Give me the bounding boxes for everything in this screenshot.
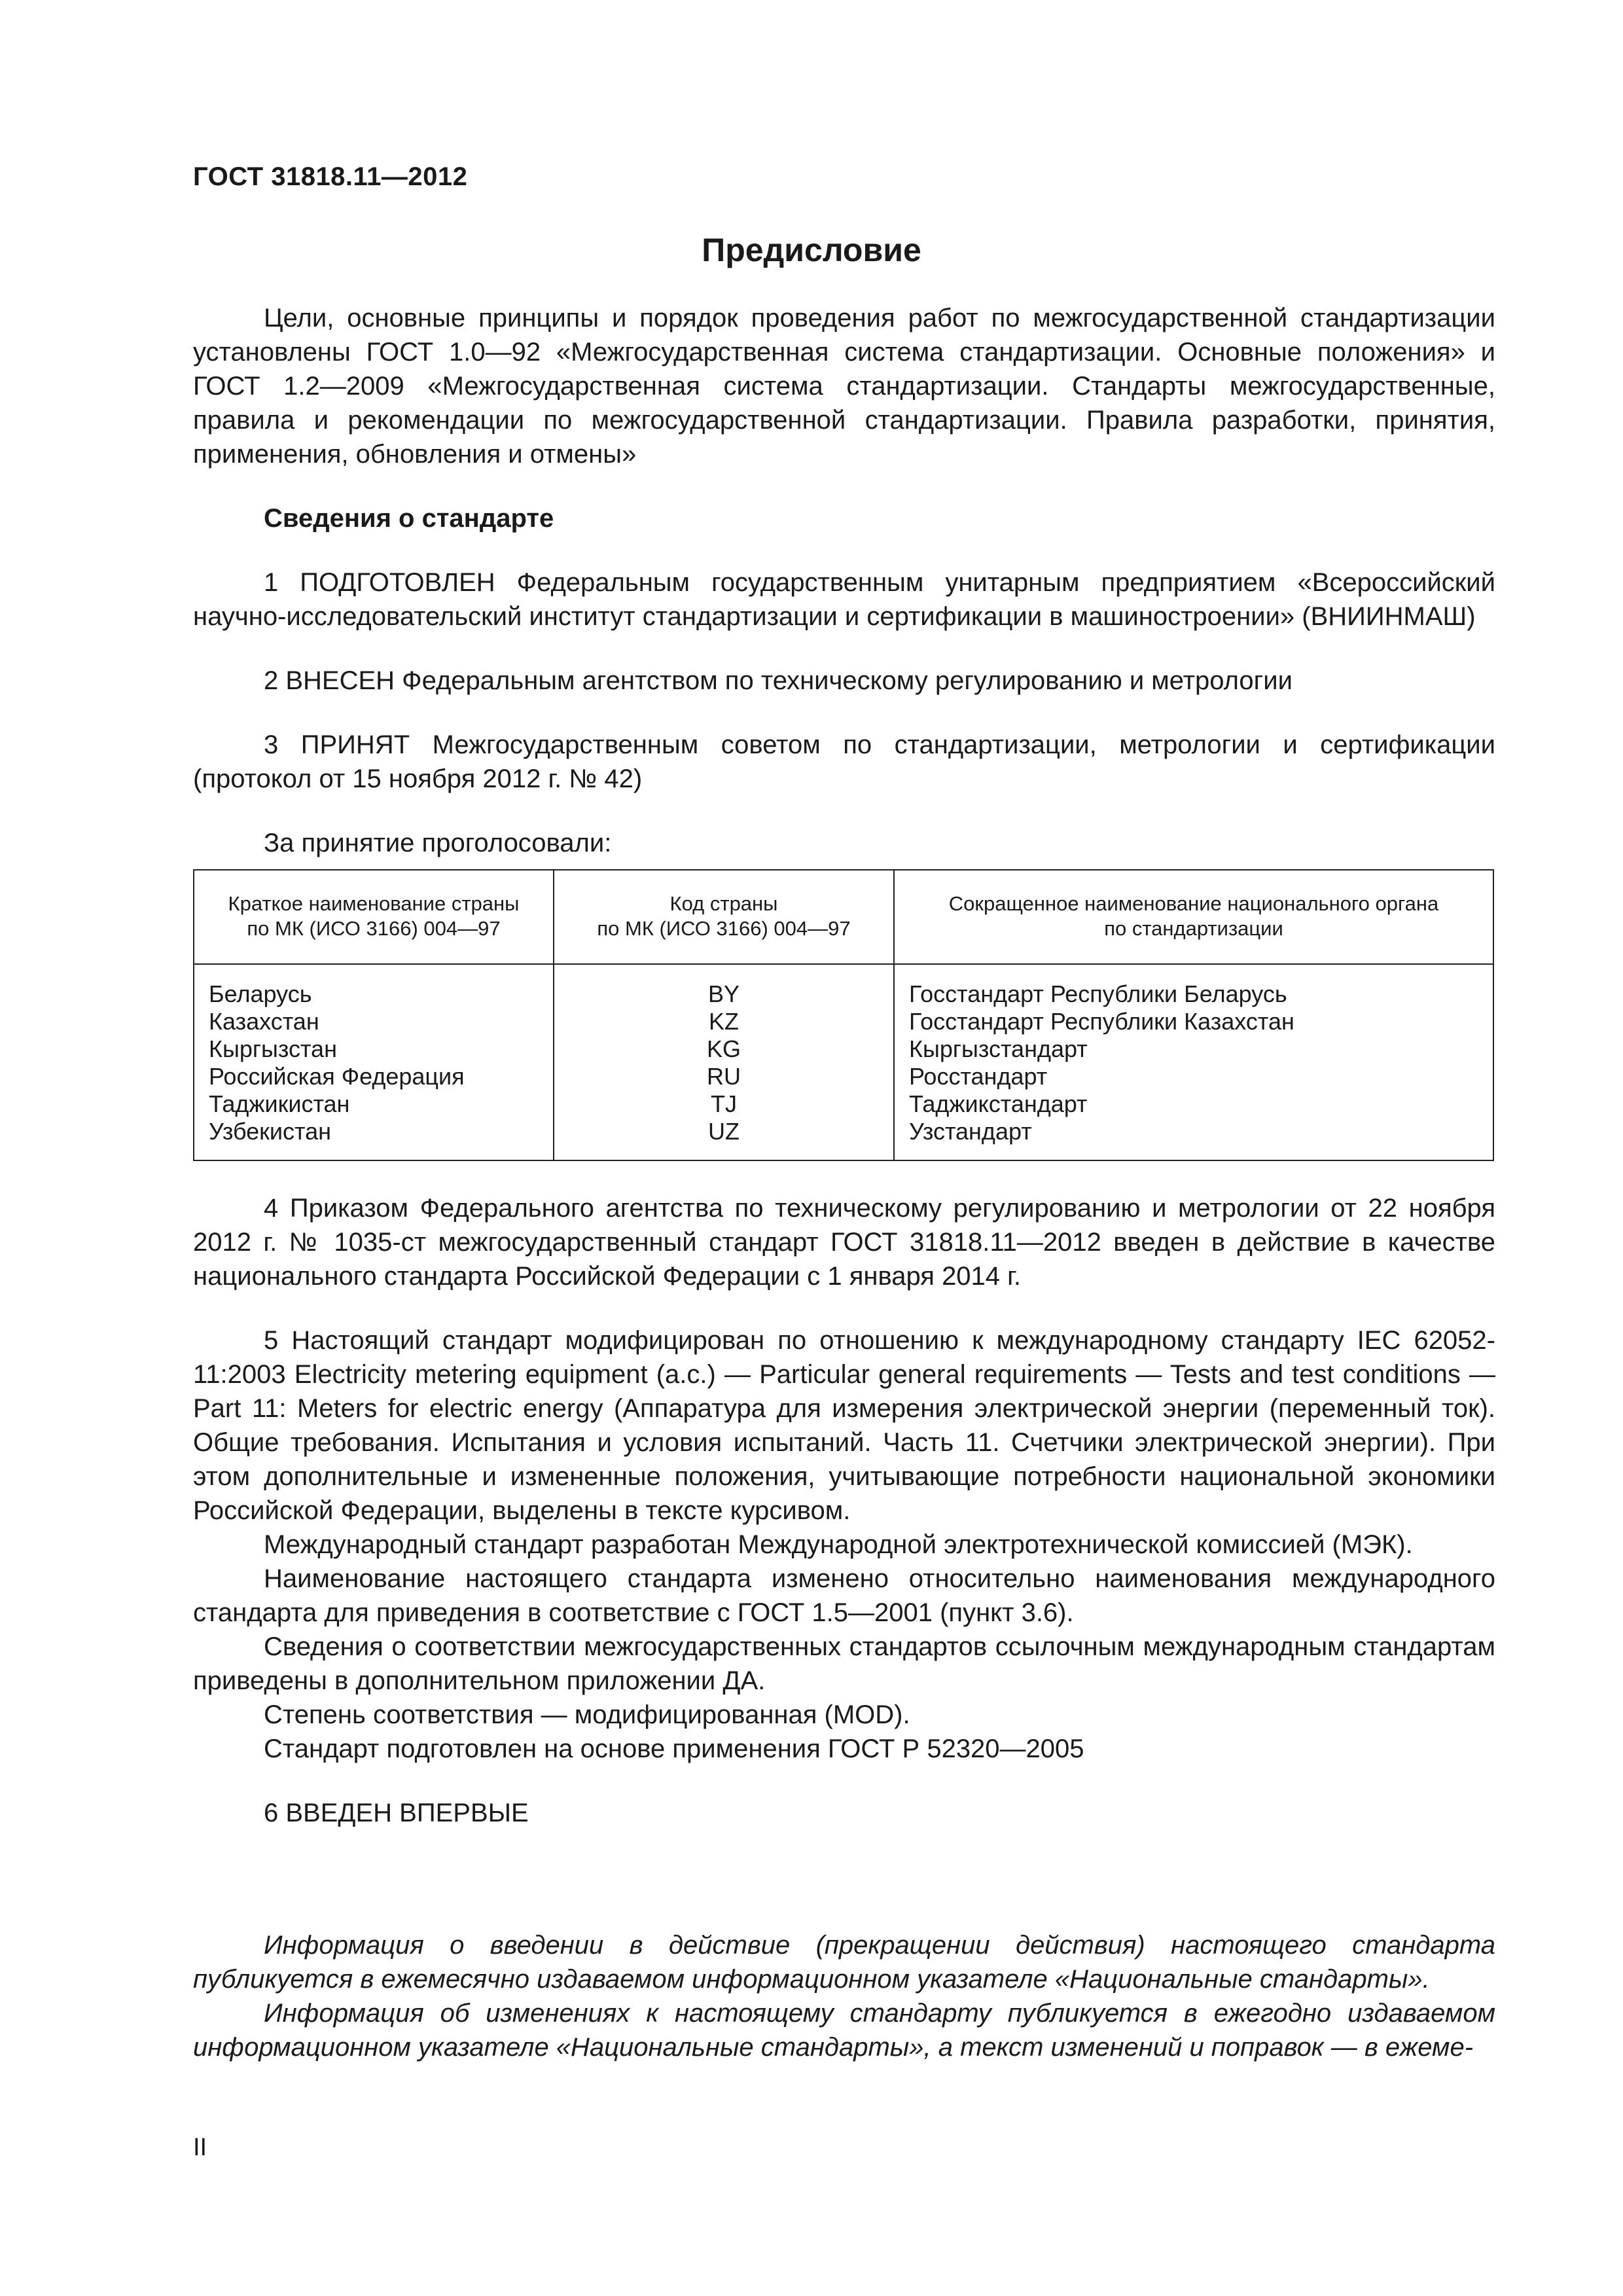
national-body: Кыргызстандарт bbox=[909, 1035, 1088, 1062]
country-name: Узбекистан bbox=[209, 1118, 332, 1145]
table-header-country: Краткое наименование страны по МК (ИСО 3166) 004—97 bbox=[194, 870, 554, 964]
item-1: 1 ПОДГОТОВЛЕН Федеральным государственным унитарным предприятием «Всероссийский научно-исследовательский институт стандартизации и сертификации в машиностроении» (ВНИИНМАШ) bbox=[193, 568, 1495, 631]
document-body bbox=[193, 301, 1495, 2064]
country-code: KG bbox=[706, 1035, 741, 1062]
voting-table bbox=[193, 869, 1494, 1161]
voted-label: За принятие проголосовали: bbox=[264, 829, 612, 857]
national-body: Узстандарт bbox=[909, 1118, 1032, 1145]
country-name: Российская Федерация bbox=[209, 1063, 465, 1090]
country-code: KZ bbox=[708, 1008, 739, 1035]
table-header-row bbox=[194, 870, 1493, 964]
item-5-paragraph: Международный стандарт разработан Международной электротехнической комиссией (МЭК). bbox=[264, 1530, 1413, 1559]
national-body: Госстандарт Республики Казахстан bbox=[909, 1008, 1294, 1035]
country-code: UZ bbox=[708, 1118, 740, 1145]
table-row bbox=[194, 964, 1493, 1160]
country-name: Кыргызстан bbox=[209, 1035, 337, 1062]
intro-paragraph: Цели, основные принципы и порядок проведения работ по межгосударственной стандартизации установлены ГОСТ 1.0—92 «Межгосударственная система стандартизации. Основные положения» и ГОСТ 1.2—2009 «Межгосударственная система стандартизации. Стандарты межгосударственные, правила и рекомендации по межгосударственной стандартизации. Правила разработки, принятия, применения, обновления и отмены» bbox=[193, 304, 1495, 469]
national-body: Госстандарт Республики Беларусь bbox=[909, 980, 1287, 1007]
item-5-paragraph: Наименование настоящего стандарта изменено относительно наименования международного стандарта для приведения в соответствие с ГОСТ 1.5—2001 (пункт 3.6). bbox=[193, 1564, 1495, 1627]
country-code: RU bbox=[707, 1063, 741, 1090]
country-name: Таджикистан bbox=[209, 1090, 350, 1117]
country-codes-cell bbox=[554, 964, 894, 1160]
item-4: 4 Приказом Федерального агентства по техническому регулированию и метрологии от 22 ноября 2012 г. № 1035-ст межгосударственный стандарт ГОСТ 31818.11—2012 введен в действие в качестве национального стандарта Российской Федерации с 1 января 2014 г. bbox=[193, 1194, 1495, 1291]
item-3: 3 ПРИНЯТ Межгосударственным советом по стандартизации, метрологии и сертификации (протокол от 15 ноября 2012 г. № 42) bbox=[193, 730, 1495, 793]
item-6: 6 ВВЕДЕН ВПЕРВЫЕ bbox=[264, 1799, 529, 1827]
section-heading: Сведения о стандарте bbox=[264, 504, 554, 533]
item-5-paragraph: Стандарт подготовлен на основе применения ГОСТ Р 52320—2005 bbox=[264, 1734, 1084, 1763]
item-5-paragraph: Сведения о соответствии межгосударственных стандартов ссылочным международным стандартам приведены в дополнительном приложении ДА. bbox=[193, 1632, 1495, 1695]
page-number: II bbox=[193, 2134, 207, 2161]
page-title: Предисловие bbox=[702, 232, 921, 268]
country-name: Казахстан bbox=[209, 1008, 319, 1035]
country-code: TJ bbox=[711, 1090, 737, 1117]
item-2: 2 ВНЕСЕН Федеральным агентством по техническому регулированию и метрологии bbox=[264, 666, 1293, 695]
item-5-paragraph: Степень соответствия — модифицированная (MOD). bbox=[264, 1700, 910, 1729]
country-names-cell bbox=[194, 964, 554, 1160]
national-body: Таджикстандарт bbox=[909, 1090, 1088, 1117]
table-header-national-body: Сокращенное наименование национального органа по стандартизации bbox=[894, 870, 1493, 964]
item-5: 5 Настоящий стандарт модифицирован по отношению к международному стандарту IEC 62052-11:2003 Electricity metering equipment (a.c.) — Particular general requirements — Tests and test conditions — Part 11: Meters for electric energy (Аппаратура для измерения электрической энергии (переменный ток). Общие требования. Испытания и условия испытаний. Часть 11. Счетчики электрической энергии). При этом дополнительные и измененные положения, учитывающие потребности национальной экономики Российской Федерации, выделены в тексте курсивом. bbox=[193, 1326, 1495, 1525]
footer-note-1: Информация о введении в действие (прекращении действия) настоящего стандарта публикуется в ежемесячно издаваемом информационном указателе «Национальные стандарты». bbox=[193, 1931, 1495, 1994]
national-bodies-cell bbox=[894, 964, 1493, 1160]
document-code: ГОСТ 31818.11—2012 bbox=[193, 162, 468, 191]
table-header-code: Код страны по МК (ИСО 3166) 004—97 bbox=[554, 870, 894, 964]
country-name: Беларусь bbox=[209, 980, 312, 1007]
national-body: Росстандарт bbox=[909, 1063, 1048, 1090]
country-code: BY bbox=[707, 980, 740, 1007]
footer-note-2: Информация об изменениях к настоящему стандарту публикуется в ежегодно издаваемом информационном указателе «Национальные стандарты», а текст изменений и поправок — в ежеме- bbox=[193, 1999, 1495, 2062]
